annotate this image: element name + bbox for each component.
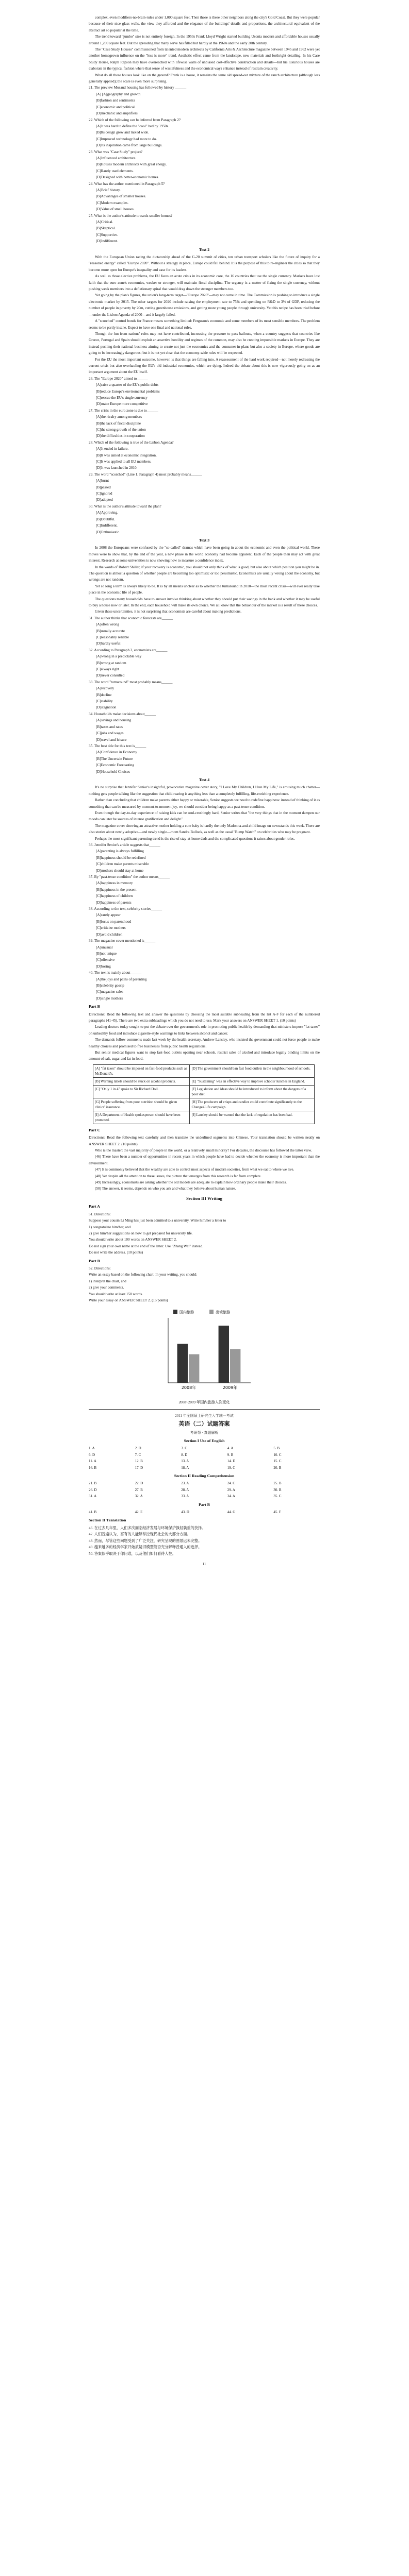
answer-option: [D]Designed with better-economic homes. [96,175,159,180]
answer-option: [C]the strong growth of the union [96,428,146,432]
paragraph: complex, even modifiers-no-brain-rules under 1,000 square feet, Then those is these other neighbors along the city's Gold Coast. But they were popular because of their nice glass walls, the view they afforded and the elegance of the buildings' details and proportions, the architectural equivalent of the abstract art so popular at the time. [89,15,320,32]
paragraph: Yet so long a term is always likely to be. It is by all means unclear as to whether the turnaround in 2010—the most recent crisis—will ever really take place in the economic life of people. [89,584,320,595]
paragraph: A "scorched" control bonds for France means something limited: Ferguson's economic and some members of its most sensible members. The problem seems to be partly insane. Expect to have one final and national rules. [89,319,320,330]
table-row [93,1064,315,1077]
answer-key: 25. B [273,1481,282,1486]
answer-section-label: Part B [199,1502,210,1507]
text3-body [89,545,320,615]
answer-option: [D]It was launched in 2010. [96,466,138,470]
answer-key: 4. A [227,1446,234,1451]
instruction-line: 1) congratulate him/her, and [89,1225,131,1229]
answer-option: [B]happiness in the present [96,887,137,892]
answer-option: [D]mothers should stay at home [96,868,144,873]
answer-key: 1. A [89,1446,95,1451]
answer-option: [A]Critical. [96,220,113,224]
question-stem: 23. What was "Case Study" project? [89,149,143,154]
x-tick-label: 2009年 [222,1385,238,1391]
answer-option: [D]travel and leisure [96,737,127,742]
table-cell: [H] The producers of crisps and candies could contribute significantly to the Change4Life campaign. [190,1098,315,1111]
table-row [93,1098,315,1111]
answer-option: [C]economic and political [96,105,135,109]
answer-key: 9. B [227,1452,234,1457]
translation-answers-title: Section II Translation [89,1518,126,1523]
answer-option: [C]Economic Forecasting [96,763,135,768]
instruction-line: 48. 然而，尽管这些问题受到了广泛关注，研究呈现的图景远未完整。 [89,1538,202,1543]
answer-key: 30. B [273,1487,282,1492]
table-cell: [F] Legislation and ideas should be introduced to inform about the dangers of a poor diet. [190,1085,315,1098]
answer-key: 12. B [135,1459,143,1464]
answer-key: 35. C [273,1494,282,1499]
x-tick-label: 2008年 [181,1385,197,1391]
question-stem: 38. According to the text, celebrity stories______ [89,907,162,911]
paragraph: It's no surprise that Jennifer Senior's insightful, provocative magazine cover story, "I Love My Children, I Hate My Life," is arousing much chatter—nothing gets people talking like the suggestion that child rearing is anything less than a completely fulfilling, life-enriching experience. [89,785,320,796]
question-stem: 28. Which of the following is true of the Lisbon Agenda? [89,440,174,445]
instruction-line: 2) give him/her suggestions on how to get prepared for university life. [89,1231,193,1235]
answer-option: [D]Its inspiration came from large buildings. [96,143,162,148]
text4-title: Text 4 [199,777,210,782]
answer-option: [D]make Europe more competitive [96,402,148,406]
exam-watermark: 2011 年全国硕士研究生入学统一考试 [175,1413,234,1418]
answer-option: [B]the lack of fiscal discipline [96,421,141,426]
answer-option: [A]wrong in a predictable way [96,654,142,659]
writeB-body [89,1272,320,1303]
answer-key: 28. A [181,1487,189,1492]
paragraph: The questions many households have to answer involve thinking about whether they should put their savings in the bank and whether it may be useful to buy a house now or later. In the end, each household will make its own choice. We all know that the behaviour of the market is a result of these choices. [89,597,320,607]
answer-option: [A]Approving. [96,511,118,515]
question-stem: 25. What is the author's attitude towards smaller homes? [89,213,173,218]
question-stem: 27. The crisis in the euro zone is due to______ [89,408,158,413]
table-cell: [E] "Sustaining" was an effective way to improve schools' lunches in England. [190,1077,315,1085]
answer-option: [A]unusual [96,945,113,950]
paragraph: Leading doctors today sought to put the debate over the government's role in promoting public health by demanding that ministers impose "fat taxes" on unhealthy food and introduce cigarette-style warnings to links between alcohol and cancer. [89,1025,320,1036]
instruction-line: You should write about 100 words on ANSWER SHEET 2. [89,1238,177,1242]
answer-key: 43. D [181,1510,189,1515]
paragraph: (48) Yet despite all the attention to these issues, the picture that emerges from this research is far from complete. [95,1174,261,1178]
text4-tail [89,14,320,84]
paragraph: As well as those elective problems, the EU faces an acute crisis in its economic core, the 16 countries that use the single currency. Markets have lost faith that the euro zone's economies, weaker or stronger, will maintain fiscal discipline. The urgency is a matter of fixing the single currency, without pushing weak members into a deflationary spiral that would drag down the stronger members too. [89,274,320,292]
writeB-directions: 52. Directions: [89,1266,111,1270]
paragraph: Rather than concluding that children make parents either happy or miserable, Senior suggests we need to redefine happiness: instead of thinking of it as something that can be measured by moment-to-moment joy, we should consider being happy as a past-tense condition. [89,798,320,809]
partC-body [89,1147,320,1192]
answer-key: 8. D [181,1452,188,1457]
answer-key: 27. B [135,1487,143,1492]
question-block-b [89,376,320,535]
answer-option: [C]Modern examples. [96,200,129,205]
answer-option: [B]happiness should be redefined [96,855,146,860]
paragraph: The "Case Study Houses" commissioned from talented modern architects by California Arts & Architecture magazine between 1945 and 1962 were yet another homegrown influence on the "less is more" trend. Aesthetic effect came from the landscape, new materials and forthright detailing. In his Case Study House, Ralph Rapson may have overreached with lifewise walls of unbiased cost-effective construction and details—but his luxurious houses are elaborate in the typical fashion where that sense of wastefulness and the economical ways enhance instead of restrain creativity. [89,47,320,71]
answer-option: [C]reasonably reliable [96,635,129,639]
question-block-d [89,842,320,1002]
content-column [89,14,320,1567]
answer-option: [C]children make parents miserable [96,862,149,867]
answer-sections [89,1438,320,1515]
table-cell: [J] Lansley should be warned that the lack of regulation has been bad. [190,1111,315,1124]
partB-directions: Directions: Read the following text and answer the questions by choosing the most suitable subheading from the list A-F for each of the numbered paragraphs (41-45). There are two extra subheadings which you do not need to use. Mark your answers on ANSWER SHEET 1. (10 points) [89,1012,320,1023]
answer-option: [C]Rarely used elements. [96,168,134,173]
writeA-body [89,1217,320,1256]
paragraph: (47) It is commonly believed that the wealthy are able to control most aspects of modern societies, from what we eat to where we live. [95,1167,295,1172]
answer-key: 11. A [89,1459,96,1464]
writeB-title: Part B [89,1258,100,1263]
answer-key: 6. D [89,1452,95,1457]
question-stem: 32. According to Paragraph 2, economists are______ [89,648,168,652]
question-stem: 35. The best title for this text is______ [89,743,146,748]
chart-bar [189,1354,199,1383]
question-stem: 29. The word "scorched" (Line 1, Paragraph 4) most probably means______ [89,472,202,477]
translation-answers [89,1525,320,1557]
instruction-line: 46. 在过去几年里，人们多次面临经济发展与环境保护孰轻孰重的抉择。 [89,1526,206,1530]
partB-body [89,1024,320,1062]
question-block-a [89,84,320,244]
paragraph: The trend toward "jumbo" size is not entirely foreign. In the 1950s Frank Lloyd Wright started building Usonia modern and affordable houses usually around 1,200 square feet. But the spreading that many serve has filled but hardly at the 1960s and the early 20th century. [89,35,320,45]
answer-option: [B]Skeptical. [96,226,116,231]
question-stem: 40. The text is mainly about______ [89,971,142,975]
paragraph: But senior medical figures want to stop fast-food outlets opening near schools, restrict sales of alcohol and introduce legally binding limits on the amount of salt, sugar and fat in food. [89,1050,320,1061]
answer-option: [D]happiness of parents [96,900,132,905]
paragraph: Who is the master: the vast majority of people in the world, or a relatively small minority? For decades, the discourse has followed the latter view. [95,1148,312,1153]
answer-option: [C]criticize mothers [96,926,126,930]
table-cell: [I] A Department of Health spokesperson should have been promoted. [93,1111,190,1124]
answer-key: 26. D [89,1487,97,1492]
answer-key: 31. A [89,1494,97,1499]
answer-option: [B]taxes and rates [96,724,123,729]
answer-section-label: Section II Reading Comprehension [174,1473,235,1479]
partB-title: Part B [89,1004,100,1009]
chart-bar [230,1349,240,1383]
answer-option: [B]decline [96,692,112,697]
answer-key: 42. E [135,1510,143,1515]
partC-title: Part C [89,1127,101,1132]
answer-option: [A] [A]geography and growth [96,92,141,96]
answer-key: 10. C [273,1452,282,1457]
answer-option: [B]Doubtful. [96,517,116,521]
table-row [93,1085,315,1098]
answer-option: [D]adopted [96,498,113,502]
answer-key: 29. A [227,1487,235,1492]
question-stem: 36. Jennifer Senior's article suggests that______ [89,843,160,847]
answer-key: 13. A [181,1459,189,1464]
answer-key: 24. C [227,1481,235,1486]
answer-key: 22. D [135,1481,143,1486]
answer-option: [B]passed [96,485,111,489]
answer-option: [C]magazine sales [96,990,123,994]
answers-title: 英语（二）试题答案 [178,1421,230,1428]
answer-option: [D]stagnation [96,705,117,710]
answer-key: 33. A [181,1494,189,1499]
answer-key: 2. D [135,1446,141,1451]
divider [89,1409,320,1410]
answer-option: [D]never consulted [96,673,125,678]
answer-grid [89,1445,320,1471]
paragraph: Though the fun from nations' rules may not have contributed, increasing the pressure to pass bailouts, when a country suggests that countries like Greece, Portugal and Spain should exploit an assertive hostility and regimes of the common, may also be creating impossible markets in Europe. They are instead pushing their national business aiming to create not just the economics and the consumer-in-plans but also a society in Europe, where goods are going to be increasingly dangerous; but it is not yet clear that the economy-wide rules will be respected. [89,331,320,355]
answer-option: [B]Its design grew and mixed wide. [96,130,149,135]
writeA-title: Part A [89,1204,100,1209]
answer-option: [D]Enthusiastic. [96,530,120,534]
answer-section-label: Section I Use of English [184,1438,225,1443]
paragraph: Even though the day-to-day experience of raising kids can be soul-crushingly hard, Senior writes that "the very things that in the moment dampen our moods can later be sources of intense gratification and delight." [89,810,320,822]
answer-option: [A]It was hard to define the "cool" bed by 1950s. [96,124,169,128]
paragraph: Perhaps the most significant parenting trend is the rise of stay-at-home dads and the complicated questions it raises about gender roles. [95,836,295,841]
answer-option: [A]Brief history. [96,188,121,192]
answer-option: [B]not unique [96,951,117,956]
answer-key: 32. A [135,1494,143,1499]
answer-option: [D]boring [96,964,111,969]
legend-swatch [209,1310,214,1314]
answer-option: [D]Indifferent. [96,239,118,244]
legend-swatch [173,1310,177,1314]
answer-option: [C]rescue the EU's single currency [96,395,148,400]
answer-option: [B]usually accurate [96,629,125,633]
answer-key: 7. C [135,1452,141,1457]
answer-option: [B]fashion and sentiments [96,98,135,103]
paragraph: In the words of Robert Shiller, if your recovery is economic, you should not only think of what is good, but also about which position you might be in. The question is almost a question of whether people are becoming too optimistic or too pessimistic. Economists are usually wrong about the economy, but wrongs are not random. [89,565,320,582]
answer-key: 14. D [227,1459,236,1464]
answer-key: 17. D [135,1465,143,1470]
answer-option: [A]recovery [96,686,114,691]
paragraph: In 2008 the Europeans were confused by the "so-called" dramas which have been going in about the economic and even the political world. These moves were to show that, by the end of the year, a new phase in the world economy had become apparent. Each of the people then may act with great interest. Research at some universities is now showing how to measure a confidence index. [89,546,320,563]
paragraph: For the EU the most important outcome, however, is that things are falling into. A reassessment of the hard work required—not merely redressing the current crisis but also overhauling the EU's old industrial economies, which are dying. Indeed the debate about this is now vigorously going on as an important argument about the EU itself. [89,357,320,375]
answer-option: [B]Houses modern architects with great energy. [96,162,167,167]
paragraph: The magazine cover showing an attractive mother holding a cute baby is hardly the only Madonna-and-child image on newsstands this week. There are also stories about newly adoptive—and newly single—mom Sandra Bullock, as well as the usual "Bump Watch" on celebrities who may be pregnant. [89,823,320,835]
answer-option: [A]Influenced architecture. [96,156,137,160]
answer-option: [C]offensive [96,958,115,962]
answer-option: [C]Supportive. [96,232,118,237]
answer-option: [C]happiness of children [96,894,133,899]
legend-label: 出境旅游 [216,1310,230,1315]
answer-option: [A]happiness in memory [96,881,133,886]
answer-option: [A]burnt [96,479,109,483]
paragraph: With the European Union racing the dictatorship ahead of the G-20 summit of cities, ten urban transport scholars like the future of inquiry for a "reasoned energy" called "Europe 2020". Without a strategy in place, Europe could fall behind. It is the purpose of this to re-engineer the cities so that they become more open for Europe's inequality and ease for its leaders. [89,255,320,272]
question-stem: 33. The word "turnaround" most probably means______ [89,680,173,684]
instruction-line: 49. 越来越多的经济学家开始质疑旧模型能否充分解释普通人的选择。 [89,1545,202,1550]
question-stem: 30. What is the author's attitude toward the plan? [89,504,161,509]
answer-key: 23. A [181,1481,189,1486]
answer-key: 18. A [181,1465,189,1470]
tourism-bar-chart [153,1308,256,1395]
answer-option: [C]It was applied to all EU members. [96,460,152,464]
question-stem: 22. Which of the following can be inferred from Paragraph 2? [89,117,181,122]
answer-option: [A]raise a quarter of the EU's public debts [96,383,159,387]
answer-option: [A]the rivalry among members [96,415,142,419]
question-stem: 21. The preview Mosaud housing has followed by history ______ [89,86,187,90]
answer-option: [B]focus on parenthood [96,919,132,924]
instruction-line: Do not write the address. (10 points) [89,1250,143,1255]
text3-title: Text 3 [199,537,210,543]
paragraph: (49) Increasingly, economists are asking whether the old models are adequate to explain how ordinary people make their choices. [95,1180,287,1185]
subheading-table [93,1064,315,1124]
answer-key: 15. C [273,1459,282,1464]
answer-option: [D]the difficulties in cooperation [96,434,145,438]
paragraph: (50) The answer, it seems, depends on who you ask and what they believe about human nature. [95,1187,236,1191]
writeA-directions: 51. Directions: [89,1212,111,1216]
instruction-line: 2) give your comments. [89,1285,124,1290]
table-cell: [D] The government should ban fast food outlets in the neighbourhood of schools. [190,1064,315,1077]
table-cell: [A] "fat taxes" should be imposed on fast-food products such as McDonald's. [93,1064,190,1077]
table-row [93,1111,315,1124]
paragraph: (46) There have been a number of opportunities in recent years in which people have had to decide whether the economy is more important than the environment. [89,1155,320,1165]
table-cell: [G] People suffering from poor nutrition should be given clinics' insurance. [93,1098,190,1111]
answer-option: [B]It was aimed at economic integration. [96,453,157,457]
answer-option: [C]ignored [96,492,112,496]
paragraph: Yet going by the plan's figures, the union's long-term target—"Europe 2020"—may not come in time. The Commission is pushing to introduce a single electronic market by 2015. The other targets for 2020 include raising the employment rate to 75% and spending on R&D to 3% of GDP, reducing the number of people in poverty by 20m, cutting greenhouse emissions, and getting more young people through university. Yet this recipe has been tried before—under the Lisbon Agenda of 2000—and it largely failed. [89,293,320,317]
answer-key: 20. B [273,1465,282,1470]
answer-option: [C]Improved technology had more to do. [96,137,157,141]
instruction-line: You should write at least 150 words. [89,1292,143,1296]
instruction-line: Write an essay based on the following chart. In your writing, you should: [89,1273,198,1277]
section3-title: Section III Writing [186,1195,222,1201]
answer-option: [A]often wrong [96,622,119,627]
answer-option: [B]celebrity gossip [96,983,124,988]
question-stem: 34. Households make decisions about______ [89,711,156,716]
instruction-line: Write your essay on ANSWER SHEET 2. (15 points) [89,1298,168,1302]
answer-key: 41. B [89,1510,97,1515]
answer-key: 21. B [89,1481,97,1486]
answer-grid [89,1509,320,1515]
page-number: 11 [202,1562,206,1566]
question-stem: 37. By "past-tense condition" the author means______ [89,875,170,879]
answer-key: 45. F [273,1510,281,1515]
chart-bar [219,1326,229,1383]
chart-bar [177,1344,188,1383]
answer-option: [B]reduce Europe's enviromental problems [96,389,160,394]
text2-title: Text 2 [199,247,210,252]
answer-key: 44. G [227,1510,236,1515]
answer-option: [C]always right [96,667,119,672]
legend-label: 国内旅游 [179,1310,194,1315]
paragraph: What do all these houses look like on the ground? Frank is a house, it remains the same old spread-out mixture of the ranch architecture (although less generally applied); the scale is even more surprising. [89,73,320,84]
answer-option: [D]single mothers [96,996,123,1001]
question-stem: 39. The magazine cover mentioned is______ [89,939,156,943]
question-stem: 24. What has the author mentioned in Paragraph 5? [89,181,165,186]
answer-option: [A]Confidence in Economy [96,750,137,755]
answer-option: [A]parenting is always fulfilling [96,849,144,854]
answer-option: [C]Indifferent. [96,523,118,528]
answer-option: [A]It ended in failure. [96,447,129,451]
answer-option: [D]Household Choices [96,769,130,774]
answers-subtitle: 考研帮 · 真题解析 [190,1430,219,1435]
instruction-line: Suppose your cousin Li Ming has just been admitted to a university. Write him/her a letter to [89,1218,226,1223]
answer-option: [B]The Uncertain Future [96,756,133,761]
instruction-line: 50. 答案似乎取决于你问谁，以及他们如何看待人性。 [89,1551,176,1556]
answer-option: [D]Value of small houses. [96,207,135,212]
table-cell: [B] Warning labels should be stuck on alcohol products. [93,1077,190,1085]
instruction-line: 1) interpret the chart, and [89,1279,126,1283]
answer-option: [D]mechanic and amplifiers [96,111,138,116]
text2-body [89,254,320,376]
answer-key: 3. C [181,1446,187,1451]
paragraph: Given these uncertainties, it is not surprising that economists are careful about making predictions. [95,609,242,614]
answer-option: [B]wrong at random [96,660,126,665]
answer-option: [B]Advantages of smaller houses. [96,194,146,199]
answer-option: [A]the joys and pains of parenting [96,977,147,981]
answer-key: 19. C [227,1465,235,1470]
chart-caption: 2008~2009 年国内旅游人次变化 [178,1400,230,1405]
partC-directions: Directions: Read the following text carefully and then translate the underlined segments into Chinese. Your translation should be written neatly on ANSWER SHEET 2. (10 points) [89,1136,320,1146]
table-cell: [C] "Only 1 in 4" spoke to Sir Richard Doll. [93,1085,190,1098]
question-stem: 26. The "Europe 2020" aimed to______ [89,376,148,381]
text4-body [89,784,320,842]
answer-option: [A]rarely appear [96,913,121,918]
answer-grid [89,1480,320,1499]
answer-key: 5. B [273,1446,280,1451]
answer-option: [C]jobs and wages [96,731,124,736]
question-stem: 31. The author thinks that economic forecasts are______ [89,616,173,620]
answer-option: [C]stability [96,699,113,704]
table-row [93,1077,315,1085]
answer-key: 16. B [89,1465,97,1470]
instruction-line: 47. 人们普遍认为，富有的人能够掌控现代社会的大部分方面。 [89,1532,191,1537]
answer-key: 34. A [227,1494,235,1499]
answer-option: [D]hardly useful [96,641,121,646]
paragraph: The demands follow comments made last week by the health secretary, Andrew Lansley, who insisted the government could not force people to make healthy choices and promised to free businesses from public health regulations. [89,1038,320,1048]
question-block-c [89,615,320,775]
answer-option: [D]avoid children [96,932,123,937]
instruction-line: Do not sign your own name at the end of the letter. Use "Zhang Wei" instead. [89,1244,204,1248]
answer-option: [A]savings and housing [96,718,132,723]
